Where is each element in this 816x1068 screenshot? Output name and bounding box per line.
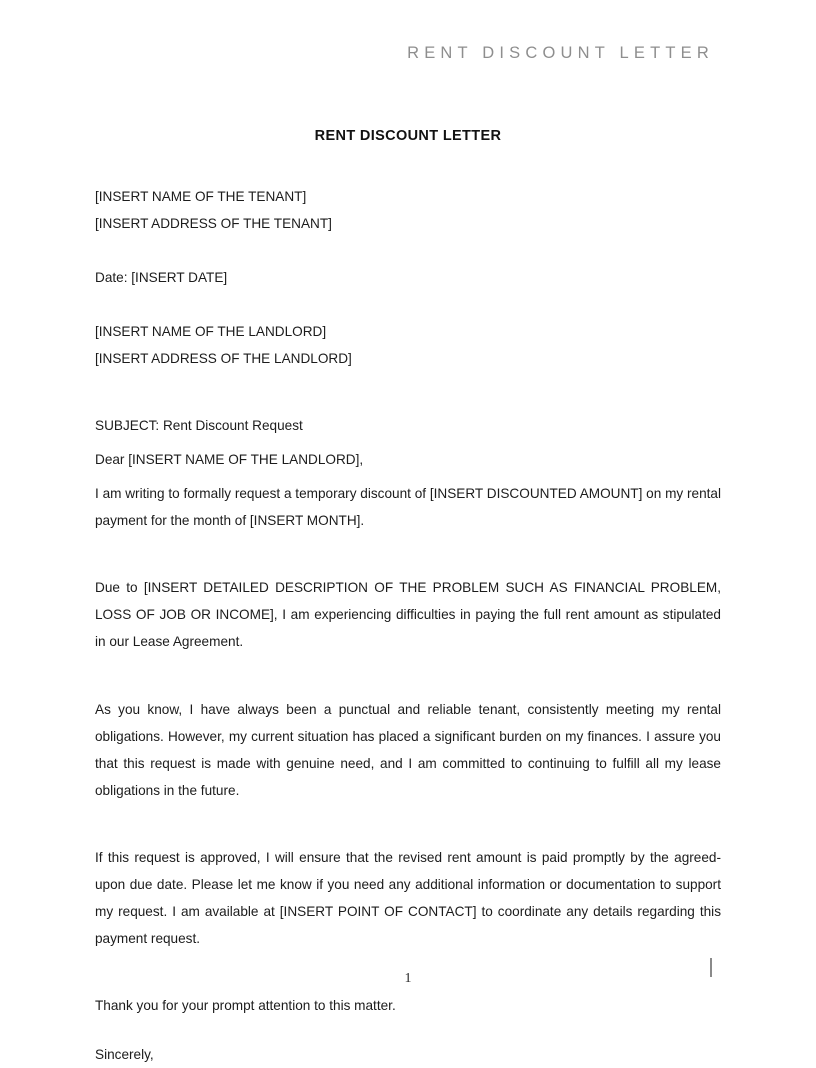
page-number: 1 — [404, 971, 412, 986]
date-line: Date: [INSERT DATE] — [95, 270, 228, 285]
running-header: RENT DISCOUNT LETTER — [407, 44, 714, 62]
body-paragraph-3: As you know, I have always been a punctual and reliable tenant, consistently meeting my rental obligations. However, my current situation has placed a significant burden on my finances. I assure you that this request is made with genuine need, and I am committed to continuing to fulfill all my lease obligations in the future. — [95, 702, 721, 798]
body-paragraph-5: Thank you for your prompt attention to this matter. — [95, 998, 396, 1013]
page-title: RENT DISCOUNT LETTER — [314, 128, 502, 144]
landlord-name-placeholder: [INSERT NAME OF THE LANDLORD] — [95, 324, 327, 339]
closing-line: Sincerely, — [95, 1047, 154, 1062]
landlord-address-block — [95, 318, 721, 372]
tenant-name-placeholder: [INSERT NAME OF THE TENANT] — [95, 189, 307, 204]
tenant-address-placeholder: [INSERT ADDRESS OF THE TENANT] — [95, 216, 332, 231]
subject-line: SUBJECT: Rent Discount Request — [95, 418, 303, 433]
salutation-line: Dear [INSERT NAME OF THE LANDLORD], — [95, 452, 364, 467]
document-content — [95, 0, 721, 1068]
tenant-address-block — [95, 183, 721, 237]
body-paragraph-4: If this request is approved, I will ensure that the revised rent amount is paid promptly by the agreed-upon due date. Please let me know if you need any additional information or documentation to support my request. I am available at [INSERT POINT OF CONTACT] to coordinate any details regarding this payment request. — [95, 850, 721, 946]
body-paragraph-1: I am writing to formally request a temporary discount of [INSERT DISCOUNTED AMOUNT] on my rental payment for the month of [INSERT MONTH]. — [95, 486, 721, 528]
body-paragraph-2: Due to [INSERT DETAILED DESCRIPTION OF THE PROBLEM SUCH AS FINANCIAL PROBLEM, LOSS OF JOB OR INCOME], I am experiencing difficulties in paying the full rent amount as stipulated in our Lease Agreement. — [95, 580, 721, 649]
landlord-address-placeholder: [INSERT ADDRESS OF THE LANDLORD] — [95, 351, 352, 366]
